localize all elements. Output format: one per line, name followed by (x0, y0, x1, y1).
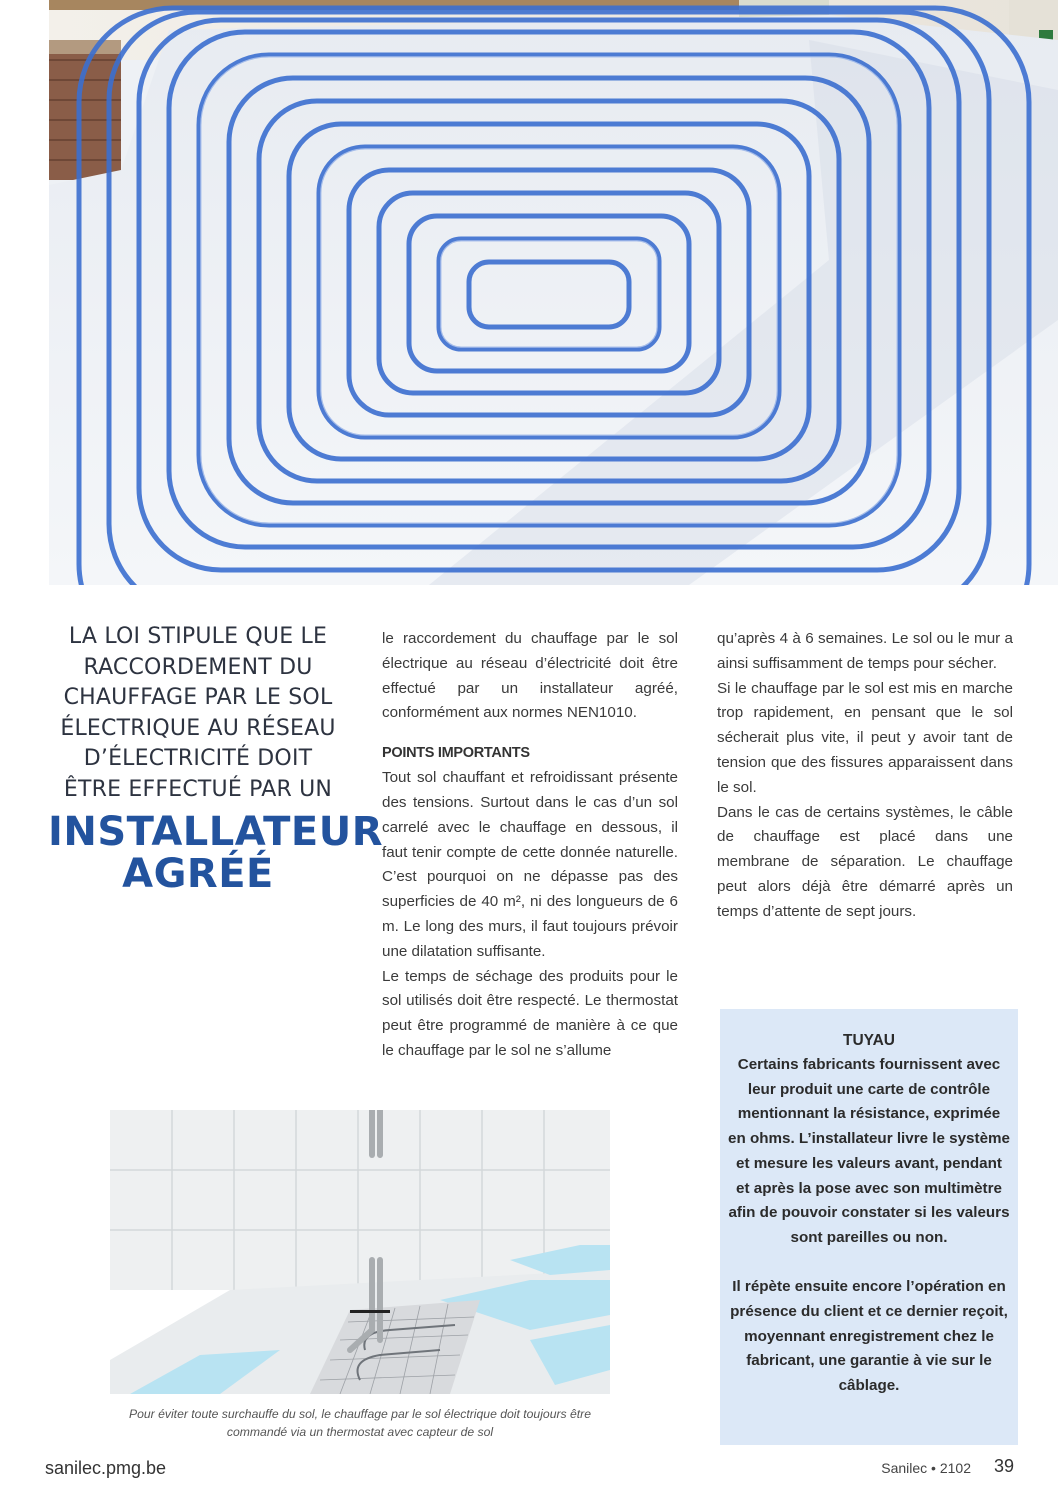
tip-box-title: TUYAU (843, 1032, 895, 1049)
figure-caption: Pour éviter toute surchauffe du sol, le chauffage par le sol électrique doit toujours être commandé via un thermostat avec capteur de sol (128, 1407, 592, 1439)
pull-quote-emphasis: AGRÉÉ (122, 851, 274, 897)
tip-box-paragraph: Certains fabricants fournissent avec leur produit une carte de contrôle mentionnant la résistance, exprimée en ohms. L’installateur livre le système et mesure les valeurs avant, pendant et après la pose avec son multimètre afin de pouvoir constater si les valeurs sont pareilles ou non. (728, 1056, 1010, 1246)
article-column-1 (382, 627, 678, 1064)
article-paragraph: Tout sol chauffant et refroidissant présente des tensions. Surtout dans le cas d’un sol carrelé avec le chauffage en dessous, il faut tenir compte de cette donnée naturelle. C’est pourquoi on ne dépasse pas des superficies de 40 m², ni des longueurs de 6 m. Le long des murs, il faut toujours prévoir une dilatation suffisante. (382, 769, 678, 960)
article-paragraph: Dans le cas de certains systèmes, le câble de chauffage est placé dans une membrane de séparation. Le chauffage peut alors déjà être démarré après un temps d’attente de sept jours. (717, 803, 1013, 920)
hero-photo-floor-heating-pipes (49, 0, 1058, 585)
page-number: 39 (993, 1456, 1014, 1476)
article-column-2 (717, 627, 1013, 925)
pull-quote-line: RACCORDEMENT DU (83, 654, 313, 680)
article-paragraph: Le temps de séchage des produits pour le sol utilisés doit être respecté. Le thermostat peut être programmé de manière à ce que le chauffage par le sol ne s’allume (382, 967, 678, 1059)
pull-quote-line: ÊTRE EFFECTUÉ PAR UN (63, 776, 333, 802)
article-paragraph: Si le chauffage par le sol est mis en marche trop rapidement, en pensant que le sol sécherait plus vite, il peut y avoir tant de tension que des fissures apparaissent dans le sol. (717, 679, 1013, 796)
pull-quote-line: ÉLECTRIQUE AU RÉSEAU (60, 715, 336, 741)
pull-quote-line: D’ÉLECTRICITÉ DOIT (83, 746, 313, 771)
pull-quote-line: LA LOI STIPULE QUE LE (68, 624, 328, 649)
illustration-tiled-floor-heating-mat (110, 1110, 610, 1394)
footer-website[interactable]: sanilec.pmg.be (45, 1458, 167, 1478)
article-paragraph: le raccordement du chauffage par le sol électrique au réseau d’électricité doit être effectué par un installateur agréé, conformément aux normes NEN1010. (382, 630, 678, 722)
tip-box (720, 1009, 1018, 1445)
pull-quote-line: CHAUFFAGE PAR LE SOL (63, 685, 333, 710)
pull-quote (48, 622, 384, 897)
footer-issue: Sanilec • 2102 (881, 1460, 971, 1476)
pull-quote-emphasis: INSTALLATEUR (48, 809, 384, 855)
tip-box-paragraph: Il répète ensuite encore l’opération en présence du client et ce dernier reçoit, moyennant enregistrement chez le fabricant, une garantie à vie sur le câblage. (730, 1278, 1008, 1395)
article-paragraph: qu’après 4 à 6 semaines. Le sol ou le mur a ainsi suffisamment de temps pour sécher. (717, 630, 1013, 672)
section-heading: POINTS IMPORTANTS (382, 745, 530, 762)
